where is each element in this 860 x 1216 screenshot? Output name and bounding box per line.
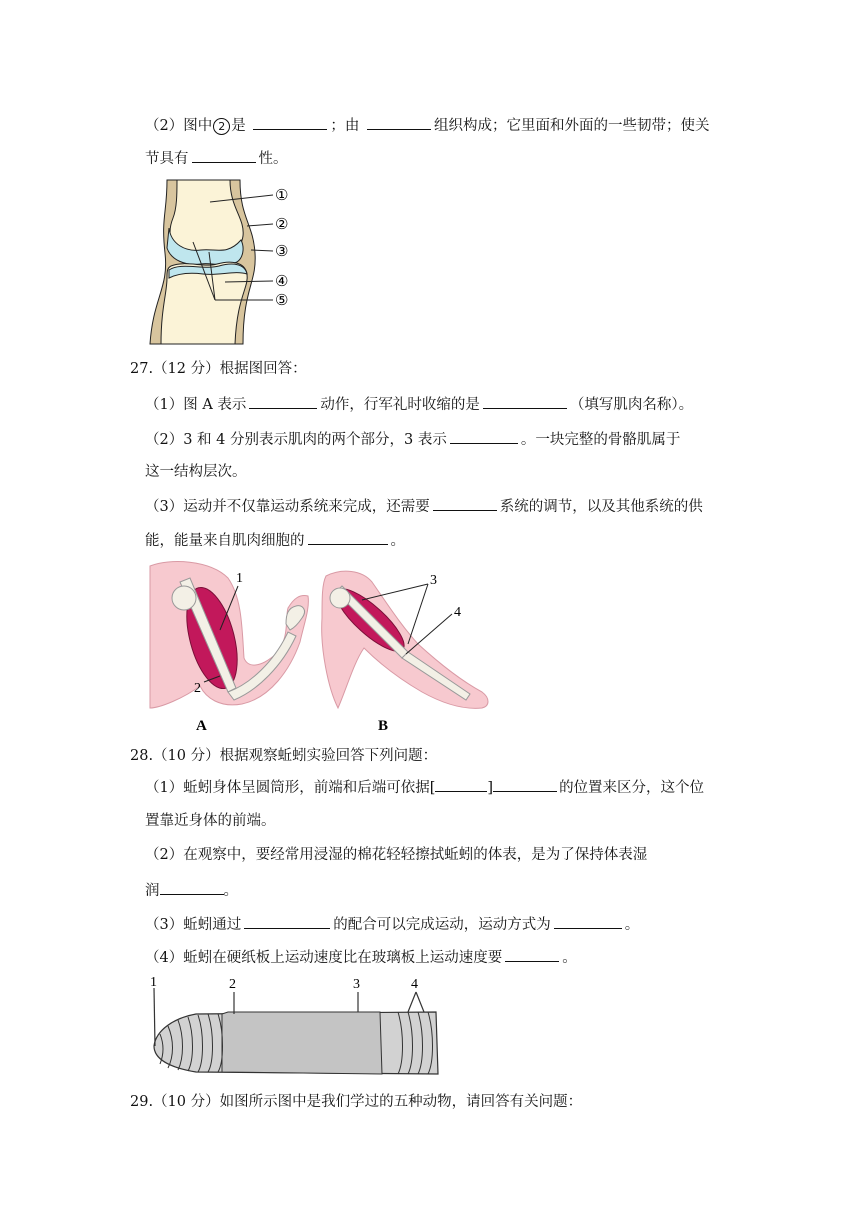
joint-label-1: ① bbox=[275, 188, 289, 204]
answer-blank[interactable] bbox=[192, 147, 256, 163]
worm-label-2: 2 bbox=[229, 977, 236, 992]
answer-blank[interactable] bbox=[160, 879, 224, 895]
q28-part-2-cont: 润 。 bbox=[145, 879, 238, 901]
leader-4a bbox=[408, 992, 416, 1012]
arm-label-1: 1 bbox=[236, 571, 243, 586]
leader-4b bbox=[416, 992, 424, 1012]
circle-number-2: 2 bbox=[213, 118, 230, 135]
answer-blank[interactable] bbox=[433, 495, 497, 511]
earthworm-diagram bbox=[146, 972, 446, 1078]
q28-part-1: （1）蚯蚓身体呈圆筒形，前端和后端可依据[ ] 的位置来区分，这个位 bbox=[145, 776, 704, 798]
q27-part-3: （3）运动并不仅靠运动系统来完成，还需要 系统的调节，以及其他系统的供 bbox=[145, 495, 703, 517]
answer-blank[interactable] bbox=[450, 428, 518, 444]
worm-label-4: 4 bbox=[411, 977, 418, 992]
q28-header: 28.（10 分）根据观察蚯蚓实验回答下列问题： bbox=[130, 748, 438, 764]
q27-part-3-cont: 能，能量来自肌肉细胞的 。 bbox=[145, 529, 405, 551]
answer-blank[interactable] bbox=[244, 913, 330, 929]
arm-label-3: 3 bbox=[430, 573, 437, 588]
answer-blank[interactable] bbox=[554, 913, 622, 929]
q28-part-4: （4）蚯蚓在硬纸板上运动速度比在玻璃板上运动速度要 。 bbox=[145, 946, 577, 968]
q27-part-1: （1）图 A 表示 动作，行军礼时收缩的是 （填写肌肉名称）。 bbox=[145, 393, 693, 415]
q26-line-1: （2）图中 2 是 ；由 组织构成；它里面和外面的一些韧带；使关 bbox=[145, 114, 709, 136]
q27-part-2: （2）3 和 4 分别表示肌肉的两个部分，3 表示 。一块完整的骨骼肌属于 bbox=[145, 428, 680, 450]
answer-blank[interactable] bbox=[249, 393, 317, 409]
joint-label-2: ② bbox=[275, 217, 289, 233]
answer-blank[interactable] bbox=[505, 946, 559, 962]
joint-label-3: ③ bbox=[275, 244, 289, 260]
q28-part-2: （2）在观察中，要经常用浸湿的棉花轻轻擦拭蚯蚓的体表，是为了保持体表湿 bbox=[145, 847, 648, 863]
worm-clitellum bbox=[222, 1012, 382, 1074]
answer-blank[interactable] bbox=[308, 529, 388, 545]
joint-diagram bbox=[145, 178, 305, 344]
figure-label-B: B bbox=[378, 718, 389, 734]
answer-blank[interactable] bbox=[435, 776, 487, 792]
q28-part-1-cont: 置靠近身体的前端。 bbox=[145, 813, 276, 829]
answer-blank[interactable] bbox=[483, 393, 567, 409]
q26-line-2: 节具有 性。 bbox=[145, 147, 288, 169]
leader-1 bbox=[154, 988, 155, 1046]
q28-part-3: （3）蚯蚓通过 的配合可以完成运动，运动方式为 。 bbox=[145, 913, 639, 935]
joint-label-4: ④ bbox=[275, 274, 289, 290]
q27-part-2-cont: 这一结构层次。 bbox=[145, 464, 247, 480]
answer-blank[interactable] bbox=[253, 114, 327, 130]
worm-label-3: 3 bbox=[353, 977, 360, 992]
arm-b-shoulder-joint bbox=[330, 588, 350, 608]
worm-label-1: 1 bbox=[150, 975, 157, 990]
leader-3b bbox=[408, 584, 428, 644]
joint-label-5: ⑤ bbox=[275, 293, 289, 309]
q29-header: 29.（10 分）如图所示图中是我们学过的五种动物，请回答有关问题： bbox=[130, 1094, 583, 1110]
arm-muscle-diagram bbox=[150, 558, 500, 738]
answer-blank[interactable] bbox=[493, 776, 557, 792]
arm-label-4: 4 bbox=[454, 605, 461, 620]
leader-4 bbox=[406, 614, 452, 654]
answer-blank[interactable] bbox=[367, 114, 431, 130]
arm-label-2: 2 bbox=[194, 681, 201, 696]
q27-header: 27.（12 分）根据图回答： bbox=[130, 361, 307, 377]
figure-label-A: A bbox=[196, 718, 207, 734]
arm-a-shoulder-joint bbox=[172, 586, 196, 610]
